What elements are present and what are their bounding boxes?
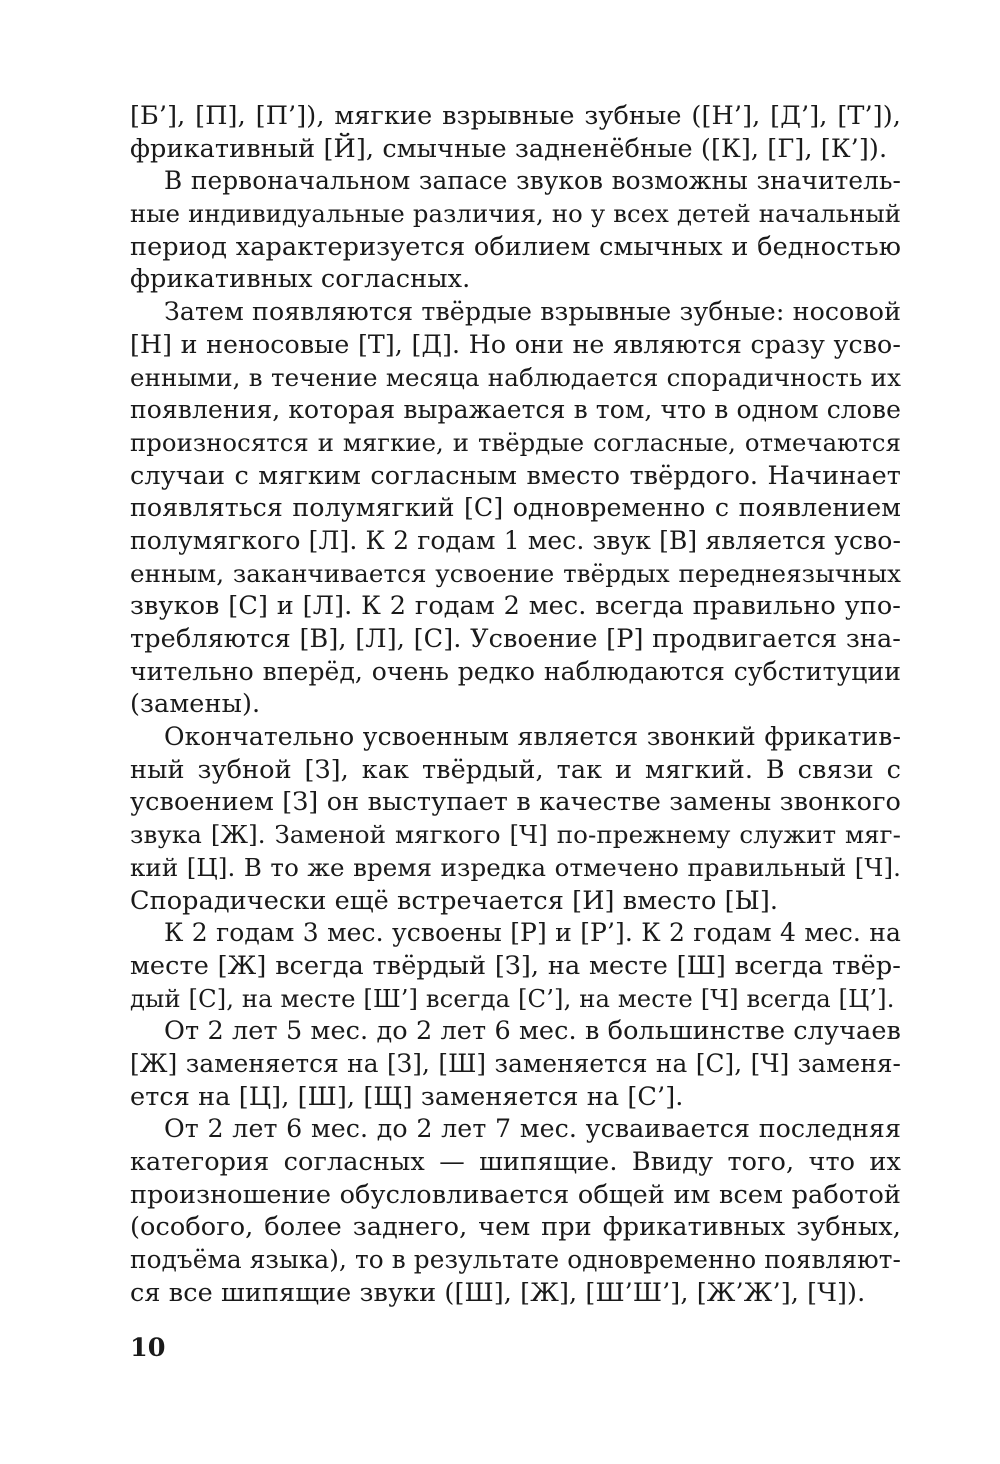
paragraph: [130, 100, 901, 165]
text-line: кий [Ц]. В то же время изредка отмечено правильный [Ч].: [130, 852, 901, 882]
text-line: чительно вперёд, очень редко наблюдаются субституции: [130, 656, 901, 686]
text-line: ся все шипящие звуки ([Ш], [Ж], [Ш’Ш’], [Ж’Ж’], [Ч]).: [130, 1277, 866, 1308]
paragraph: [130, 296, 901, 721]
text-line: случаи с мягким согласным вместо твёрдого. Начинает: [130, 460, 901, 491]
paragraph: [130, 917, 901, 1015]
page-body: [130, 100, 901, 1309]
text-line: енным, заканчивается усвоение твёрдых переднеязычных: [130, 558, 901, 588]
page-number: 10: [130, 1333, 166, 1363]
paragraph: [130, 721, 901, 917]
text-line: В первоначальном запасе звуков возможны значитель-: [164, 166, 901, 196]
paragraph: [130, 165, 901, 296]
text-line: появления, которая выражается в том, что в одном слове: [130, 395, 901, 425]
text-line: период характеризуется обилием смычных и бедностью: [130, 231, 901, 262]
text-line: (замены).: [130, 689, 261, 720]
text-line: Спорадически ещё встречается [И] вместо [Ы].: [130, 885, 779, 916]
text-line: произносятся и мягкие, и твёрдые согласные, отмечаются: [130, 427, 901, 457]
paragraph: [130, 1015, 901, 1113]
text-line: фрикативный [Й], смычные задненёбные ([К], [Г], [К’]).: [130, 133, 888, 164]
text-line: произношение обусловливается общей им всем работой: [130, 1179, 901, 1210]
text-line: категория согласных — шипящие. Ввиду того, что их: [130, 1147, 901, 1177]
text-line: усвоением [З] он выступает в качестве замены звонкого: [130, 787, 901, 818]
text-line: звука [Ж]. Заменой мягкого [Ч] по-прежнему служит мяг-: [130, 820, 901, 850]
text-line: звуков [С] и [Л]. К 2 годам 2 мес. всегда правильно упо-: [130, 591, 901, 622]
paragraph: [130, 1113, 901, 1309]
text-line: дый [С], на месте [Ш’] всегда [С’], на месте [Ч] всегда [Ц’].: [130, 983, 895, 1013]
text-line: [Ж] заменяется на [З], [Ш] заменяется на [С], [Ч] заменя-: [130, 1048, 901, 1078]
text-line: От 2 лет 6 мес. до 2 лет 7 мес. усваивается последняя: [164, 1114, 901, 1144]
text-line: [Б’], [П], [П’]), мягкие взрывные зубные ([Н’], [Д’], [Т’]),: [130, 101, 901, 131]
text-line: Окончательно усвоенным является звонкий фрикатив-: [164, 722, 901, 752]
text-line: [Н] и неносовые [Т], [Д]. Но они не являются сразу усво-: [130, 329, 901, 359]
text-line: требляются [В], [Л], [С]. Усвоение [Р] продвигается зна-: [130, 624, 901, 654]
text-line: От 2 лет 5 мес. до 2 лет 6 мес. в большинстве случаев: [164, 1016, 901, 1047]
text-line: енными, в течение месяца наблюдается спорадичность их: [130, 362, 901, 392]
text-line: ные индивидуальные различия, но у всех детей начальный: [130, 199, 901, 229]
text-line: появляться полумягкий [С] одновременно с появлением: [130, 493, 901, 523]
text-line: месте [Ж] всегда твёрдый [З], на месте [Ш] всегда твёр-: [130, 950, 901, 981]
text-line: фрикативных согласных.: [130, 264, 471, 295]
text-line: К 2 годам 3 мес. усвоены [Р] и [Р’]. К 2 годам 4 мес. на: [164, 918, 901, 948]
text-line: ется на [Ц], [Ш], [Щ] заменяется на [С’].: [130, 1081, 684, 1112]
text-line: полумягкого [Л]. К 2 годам 1 мес. звук [В] является усво-: [130, 525, 901, 555]
text-line: (особого, более заднего, чем при фрикативных зубных,: [130, 1212, 901, 1243]
text-line: подъёма языка), то в результате одновременно появляют-: [130, 1245, 901, 1275]
text-line: Затем появляются твёрдые взрывные зубные: носовой: [164, 297, 901, 327]
text-line: ный зубной [З], как твёрдый, так и мягкий. В связи с: [130, 754, 901, 785]
